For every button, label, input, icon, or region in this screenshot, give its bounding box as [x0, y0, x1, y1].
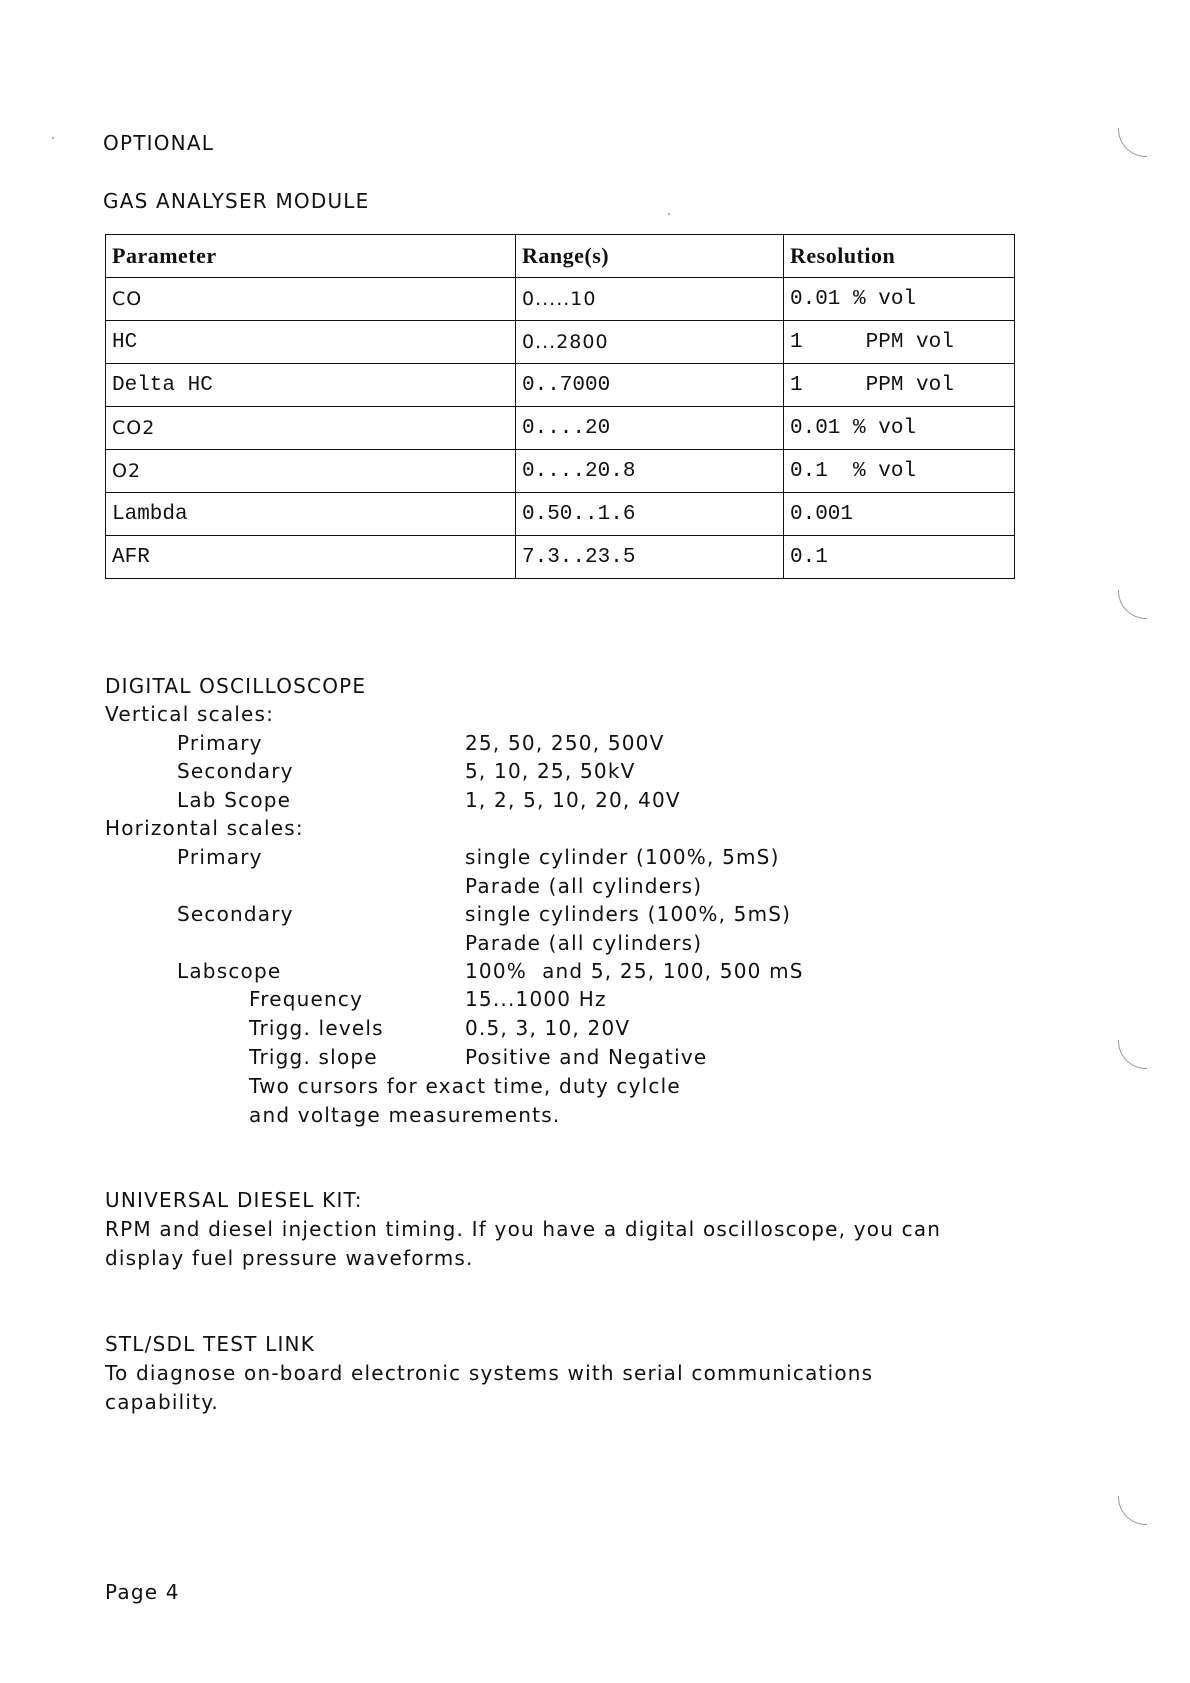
table-row [106, 450, 1015, 493]
table-row [106, 407, 1015, 450]
diesel-kit-line-2: display fuel pressure waveforms. [105, 1246, 474, 1270]
cell-resolution: 0.01 % vol [784, 278, 1015, 321]
table-row [106, 278, 1015, 321]
table-row [106, 364, 1015, 407]
trigg-levels-label: Trigg. levels [249, 1016, 384, 1040]
cell-resolution: 1 PPM vol [784, 321, 1015, 364]
trigg-levels-value: 0.5, 3, 10, 20V [465, 1016, 631, 1040]
diesel-kit-title: UNIVERSAL DIESEL KIT: [105, 1188, 363, 1212]
cell-range: 0.50..1.6 [516, 493, 784, 536]
cell-parameter: CO [106, 278, 516, 321]
oscilloscope-title: DIGITAL OSCILLOSCOPE [105, 674, 367, 698]
cell-range: 7.3..23.5 [516, 536, 784, 579]
test-link-line-1: To diagnose on-board electronic systems with serial communications [105, 1361, 874, 1385]
labscope-label: Labscope [177, 959, 282, 983]
diesel-kit-line-1: RPM and diesel injection timing. If you have a digital oscilloscope, you can [105, 1217, 942, 1241]
vertical-labscope-value: 1, 2, 5, 10, 20, 40V [465, 788, 681, 812]
horizontal-primary-line-1: single cylinder (100%, 5mS) [465, 845, 780, 869]
vertical-secondary-label: Secondary [177, 759, 294, 783]
table-row [106, 321, 1015, 364]
cell-resolution: 0.01 % vol [784, 407, 1015, 450]
header-range: Range(s) [516, 235, 784, 278]
trigg-slope-value: Positive and Negative [465, 1045, 708, 1069]
table-row [106, 493, 1015, 536]
cell-range: 0....20.8 [516, 450, 784, 493]
header-parameter: Parameter [106, 235, 516, 278]
cell-resolution: 0.1 [784, 536, 1015, 579]
vertical-primary-label: Primary [177, 731, 263, 755]
cursor-note-line-2: and voltage measurements. [249, 1103, 561, 1127]
vertical-primary-value: 25, 50, 250, 500V [465, 731, 665, 755]
vertical-labscope-label: Lab Scope [177, 788, 292, 812]
gas-module-title: GAS ANALYSER MODULE [103, 189, 370, 213]
cell-parameter: Delta HC [106, 364, 516, 407]
cell-range: 0....20 [516, 407, 784, 450]
scan-speck [668, 213, 670, 215]
vertical-scales-label: Vertical scales: [105, 702, 275, 726]
punch-hole-mark [1118, 1040, 1147, 1069]
labscope-value: 100% and 5, 25, 100, 500 mS [465, 959, 804, 983]
punch-hole-mark [1118, 128, 1147, 157]
header-resolution: Resolution [784, 235, 1015, 278]
table-row [106, 536, 1015, 579]
punch-hole-mark [1118, 590, 1147, 619]
frequency-value: 15...1000 Hz [465, 987, 607, 1011]
test-link-title: STL/SDL TEST LINK [105, 1332, 316, 1356]
cell-resolution: 0.1 % vol [784, 450, 1015, 493]
vertical-secondary-value: 5, 10, 25, 50kV [465, 759, 636, 783]
horizontal-scales-label: Horizontal scales: [105, 816, 304, 840]
trigg-slope-label: Trigg. slope [249, 1045, 378, 1069]
cursor-note-line-1: Two cursors for exact time, duty cylcle [249, 1074, 681, 1098]
test-link-line-2: capability. [105, 1390, 219, 1414]
cell-parameter: CO2 [106, 407, 516, 450]
cell-parameter: Lambda [106, 493, 516, 536]
cell-parameter: HC [106, 321, 516, 364]
cell-resolution: 0.001 [784, 493, 1015, 536]
horizontal-primary-label: Primary [177, 845, 263, 869]
horizontal-secondary-line-1: single cylinders (100%, 5mS) [465, 902, 792, 926]
frequency-label: Frequency [249, 987, 364, 1011]
cell-parameter: O2 [106, 450, 516, 493]
punch-hole-mark [1118, 1496, 1147, 1525]
cell-range: 0...2800 [516, 321, 784, 364]
gas-analyser-table [105, 234, 1015, 579]
horizontal-secondary-label: Secondary [177, 902, 294, 926]
optional-heading: OPTIONAL [103, 131, 215, 155]
page-number: Page 4 [105, 1580, 180, 1604]
horizontal-primary-line-2: Parade (all cylinders) [465, 874, 703, 898]
scan-speck [52, 137, 54, 139]
horizontal-secondary-line-2: Parade (all cylinders) [465, 931, 703, 955]
cell-parameter: AFR [106, 536, 516, 579]
cell-resolution: 1 PPM vol [784, 364, 1015, 407]
cell-range: 0.....10 [516, 278, 784, 321]
cell-range: 0..7000 [516, 364, 784, 407]
table-header-row [106, 235, 1015, 278]
